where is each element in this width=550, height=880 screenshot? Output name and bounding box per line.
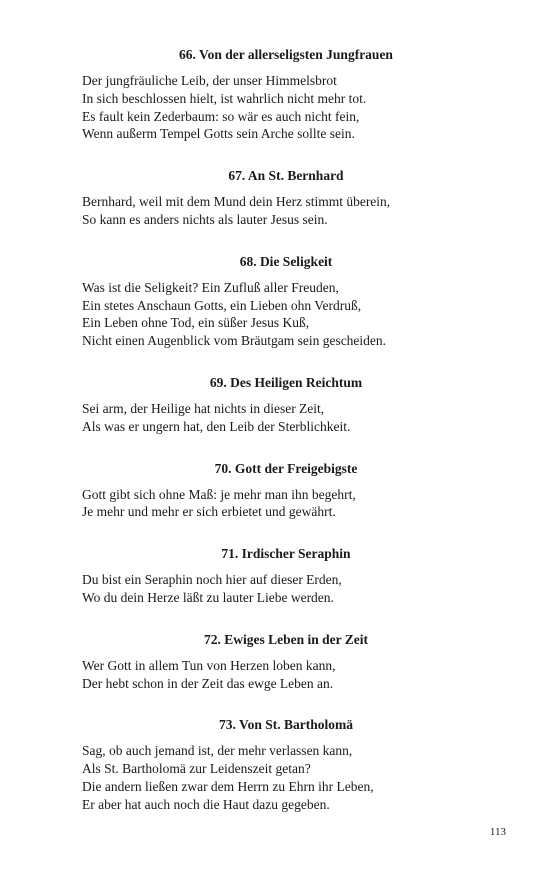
poem-72 xyxy=(82,631,454,693)
page-body xyxy=(82,46,454,838)
poem-text xyxy=(82,571,454,607)
poem-line: Ein Leben ohne Tod, ein süßer Jesus Kuß, xyxy=(82,315,310,331)
poem-title: 68. Die Seligkeit xyxy=(239,253,333,269)
poem-text xyxy=(82,657,454,693)
poem-line: Bernhard, weil mit dem Mund dein Herz stimmt überein, xyxy=(82,194,391,210)
poem-title: 73. Von St. Bartholomä xyxy=(219,717,353,733)
poem-text xyxy=(82,400,454,436)
poem-line: In sich beschlossen hielt, ist wahrlich nicht mehr tot. xyxy=(82,90,367,106)
poem-line: Wenn außerm Tempel Gotts sein Arche sollte sein. xyxy=(82,126,355,142)
poem-line: Gott gibt sich ohne Maß: je mehr man ihn begehrt, xyxy=(82,486,356,502)
poem-line: Was ist die Seligkeit? Ein Zufluß aller Freuden, xyxy=(82,279,339,295)
poem-line: Sag, ob auch jemand ist, der mehr verlassen kann, xyxy=(82,743,353,759)
poem-line: Er aber hat auch noch die Haut dazu gegeben. xyxy=(82,796,330,812)
poem-text xyxy=(82,279,454,350)
poem-68 xyxy=(82,253,454,350)
poem-line: Die andern ließen zwar dem Herrn zu Ehrn ihr Leben, xyxy=(82,778,374,794)
poem-line: Du bist ein Seraphin noch hier auf dieser Erden, xyxy=(82,572,342,588)
poem-line: Ein stetes Anschaun Gotts, ein Lieben ohn Verdruß, xyxy=(82,297,362,313)
poem-title: 66. Von der allerseligsten Jungfrauen xyxy=(179,47,393,62)
poem-line: Der jungfräuliche Leib, der unser Himmelsbrot xyxy=(82,73,337,88)
poem-66 xyxy=(82,46,454,143)
poem-73 xyxy=(82,716,454,813)
poem-line: So kann es anders nichts als lauter Jesus sein. xyxy=(82,211,328,227)
poem-line: Nicht einen Augenblick vom Bräutgam sein gescheiden. xyxy=(82,333,387,349)
poem-70 xyxy=(82,460,454,522)
poem-title: 69. Des Heiligen Reichtum xyxy=(209,374,363,390)
poem-title: 71. Irdischer Seraphin xyxy=(221,546,351,562)
poem-line: Wer Gott in allem Tun von Herzen loben kann, xyxy=(82,657,336,673)
poem-text xyxy=(82,193,454,229)
poem-text xyxy=(82,486,454,522)
poem-title: 70. Gott der Freigebigste xyxy=(214,460,358,476)
poem-line: Es fault kein Zederbaum: so wär es auch nicht fein, xyxy=(82,108,360,124)
poem-67 xyxy=(82,167,454,229)
poem-line: Als St. Bartholomä zur Leidenszeit getan? xyxy=(82,761,311,777)
poem-line: Sei arm, der Heilige hat nichts in dieser Zeit, xyxy=(82,400,325,416)
poem-line: Wo du dein Herze läßt zu lauter Liebe werden. xyxy=(82,589,334,605)
poem-71 xyxy=(82,545,454,607)
poem-title: 67. An St. Bernhard xyxy=(228,168,344,184)
poem-title: 72. Ewiges Leben in der Zeit xyxy=(203,631,368,647)
poem-line: Als was er ungern hat, den Leib der Sterblichkeit. xyxy=(82,418,351,434)
poem-69 xyxy=(82,374,454,436)
page-number: 113 xyxy=(489,826,506,838)
poem-line: Je mehr und mehr er sich erbietet und gewährt. xyxy=(82,504,336,520)
poem-text xyxy=(82,72,454,143)
poem-line: Der hebt schon in der Zeit das ewge Leben an. xyxy=(82,675,334,691)
poem-text xyxy=(82,742,454,813)
